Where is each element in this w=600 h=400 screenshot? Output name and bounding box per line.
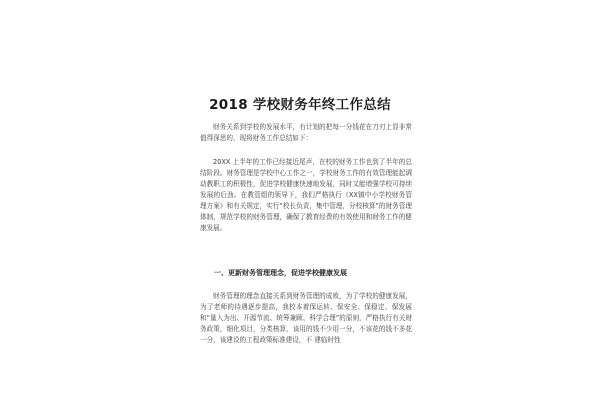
document-title: 2018 学校财务年终工作总结: [209, 97, 391, 113]
summary-paragraph: 20XX 上半年的工作已经接近尾声，在校的财务工作也到了半年的总结阶段。财务管理是学校中心工作之一，学校财务工作的有效管理能起调动教职工的积极性，促进学校健康快速地发展，同时又能增强学校可持续发展的后劲。在教管组的领导下，我们严格执行《XX镇中小学校财务管理方案》和有关规定，实行“校长负责，集中管理，分校核算”的财务管理体制，规范学校的财务管理，确保了教育经费的有效使用和财务工作的健康发展。: [200, 158, 412, 232]
section-heading: 一、更新财务管理理念，促进学校健康发展: [214, 269, 347, 277]
intro-paragraph: 财务关系到学校的发展水平，有计划的把每一分钱花在刀刃上显非常值得深思的，现将财务工作总结如下：: [200, 123, 412, 142]
section-paragraph: 财务管理的理念直接关系到财务管理的成败，为了学校的健康发展，为了老师的待遇逐步提高，我校本着保运转、保安全、保稳定、保发展和“量入为出、开源节流、统筹兼顾、科学合理”的原则，严格执行有关财务政策，细化项目，分类核算，该用的钱不少用一分，不该花的钱不多花一分，该建设的工程政策标准建设，不 建临时性: [200, 292, 412, 344]
